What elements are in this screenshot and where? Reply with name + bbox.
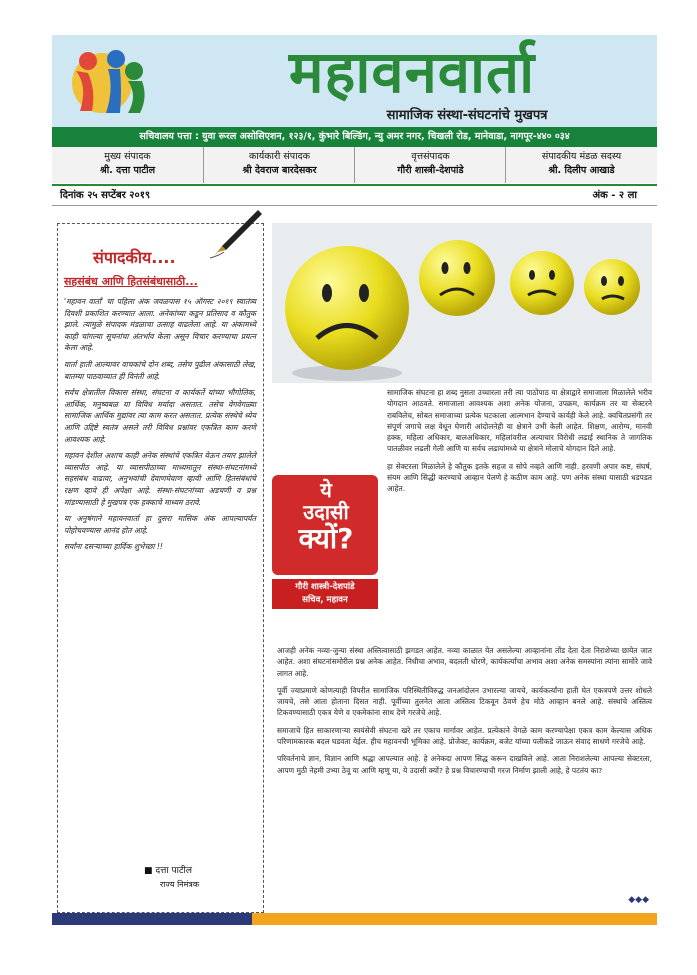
editorial-subheading: सहसंबंध आणि हितसंबंधासाठी... — [64, 275, 198, 288]
newsletter-title: महावनवार्ता — [288, 38, 536, 106]
editorial-paragraph: या अनुषंगाने महावनवार्ता हा दुसरा मासिक अंक आपल्यापर्यंत पोहोचवण्यास आनंद होत आहे. — [64, 514, 256, 535]
signature-role: राज्य निमंत्रक — [160, 880, 199, 889]
feature-title-line: उदासी — [303, 500, 349, 524]
editor-role: कार्यकारी संपादक — [248, 151, 310, 162]
editorial-box — [57, 223, 264, 913]
editor-role: संपादकीय मंडळ सदस्य — [541, 151, 622, 162]
feature-author — [272, 579, 378, 609]
feature-title-line: क्यों? — [298, 522, 354, 555]
editor-news — [354, 147, 506, 183]
end-mark-icon: ◆◆◆ — [628, 895, 649, 905]
editorial-board — [52, 147, 657, 183]
feature-title-line: ये — [320, 478, 332, 502]
editor-name: श्री देवराज बारदेसकर — [242, 165, 317, 176]
article-wide-column — [277, 645, 652, 782]
editor-name: गौरी शास्त्री-देशपांडे — [397, 165, 464, 176]
editorial-paragraph: सर्वांना दसऱ्याच्या हार्दिक शुभेच्छा !! — [64, 542, 163, 552]
article-paragraph: आजही अनेक नव्या-जुन्या संस्था अस्तित्वासाठी झगडत आहेत. नव्या काळात येत असलेल्या आव्हानांना तोंड देता देता निराशेच्या छायेत जात आहेत. अशा संघटनांसमोरील प्रश्न अनेक आहेत. निधीचा अभाव, बदलती धोरणे, कार्यकर्त्यांचा अभाव अशा अनेक समस्यांना त्यांना सामोरे जावे लागत आहे. — [277, 646, 652, 678]
footer-bar — [52, 913, 657, 925]
editor-board-member — [505, 147, 657, 183]
author-role: सचिव, महावन — [302, 595, 348, 605]
editorial-paragraph: महावन देशील अशाच काही अनेक संस्थांचे एकत्रित येऊन तयार झालेले व्यासपीठ आहे. या व्यासपीठाच्या माध्यमातून संस्था-संघटनांमध्ये सहसंबंध वाढावा, अनुभवांची देवाणघेवाण व्हावी आणि हितसंबंधांचे रक्षण व्हावे ही अपेक्षा आहे. संस्था-संघटनांच्या अडचणी व प्रश्न मांडण्यासाठी हे मुखपत्र एक हक्काचे माध्यम ठरावे. — [64, 451, 256, 507]
issue-date: दिनांक २५ सप्टेंबर २०१९ — [60, 190, 151, 201]
emoji-faces-illustration — [272, 223, 652, 383]
editor-role: वृत्तसंपादक — [411, 151, 450, 162]
secretariat-address: सचिवालय पत्ता : युवा रूरल असोसिएशन, १२३/१, कुंभारे बिल्डिंग, न्यु अमर नगर, चिखली रोड, मानेवाडा, नागपूर-४४० ०३४ — [52, 127, 657, 147]
editorial-paragraph: 'महावन वार्ता' चा पहिला अंक जवळपास १५ ऑगस्ट २०१९ स्वातंत्र्य दिवशी प्रकाशित करण्यात आला. अनेकांच्या कडून प्रतिसाद व कौतुक झाले. त्यामुळे संपादक मंडळाचा उत्साह वाढलेला आहे. या अंकामध्ये काही चांगल्या सूचनांचा अंतर्भाव केला असून विचार करण्याचा प्रयत्न केला आहे. — [64, 297, 256, 353]
article-paragraph: हा सेक्टरला मिळालेले हे कौतुक इतके सहज व सोपे नव्हते आणि नाही. हरवणी अपार कष्ट, संघर्ष, संयम आणि सिद्धी करण्याचे आव्हान पेलणे हे कठीण काम आहे. पण अनेक संस्था यासाठी धडपडत आहेत. — [387, 461, 652, 494]
issue-number: अंक - २ ला — [592, 190, 637, 201]
article-paragraph: परिवर्तनाचे ज्ञान, विज्ञान आणि श्रद्धा आपल्यात आहे. हे अनेकदा आपण सिद्ध करून दाखविले आहे. आता निराशलेल्या आपल्या सेक्टरला, आपण मुठी नेहमी उभ्या ठेवू या आणि म्हणू या, ये उदासी क्यों? हे प्रश्न विचारण्याची गरज निर्माण झाली आहे, हे पटतंय का? — [277, 754, 652, 775]
date-bar — [52, 184, 657, 206]
editorial-paragraph: वार्ता हाती आल्यावर वाचकांचे दोन शब्द, तसेच पुढील अंकासाठी लेख, बातम्या पाठवाव्यात ही विनंती आहे. — [64, 359, 256, 381]
newsletter-page — [52, 35, 657, 925]
masthead — [52, 35, 657, 127]
editor-chief — [52, 147, 203, 183]
editorial-body — [64, 296, 256, 558]
mahavan-logo-icon — [58, 41, 176, 121]
editorial-paragraph: सर्वच क्षेत्रातील विकास संस्था, संघटना व कार्यकर्ते यांच्या भौगोलिक, आर्थिक, मनुष्यबळ या विविध मर्यादा असतात. तसेच वेगवेगळ्या सामाजिक आर्थिक मुद्यांवर त्या काम करत असतात. प्रत्येक संस्थेचे ध्येय आणि उद्दिष्टे स्वतंत्र असले तरी विविध प्रश्नांवर एकत्रित काम करणे आवश्यक आहे. — [64, 388, 256, 444]
footer-bar-accent — [52, 913, 252, 925]
fountain-pen-icon — [208, 206, 262, 260]
editor-role: मुख्य संपादक — [104, 151, 151, 162]
article-paragraph: सामाजिक संघटना हा शब्द नुसता उच्चारला तरी त्या पाठोपाठ या क्षेत्राद्वारे समाजाला मिळालेले भरीव योगदान आठवते. समाजाला आवश्यक अशा अनेक योजना, उपक्रम, कार्यक्रम तर या सेक्टरने राबविलेच, सोबत समाजाच्या प्रत्येक घटकाला आत्मभान देण्याचे कार्यही केले आहे. क्वचितप्रसंगी तर संपूर्ण जगाचे लक्ष वेधून घेणारी आंदोलनेही या क्षेत्राने उभी केली आहेत. शिक्षण, आरोग्य, मानवी हक्क, महिला अधिकार, बालअधिकार, महिलांवरील अत्याचार विरोधी लढाई स्थानिक ते जागतिक पातळीवर लढली गेली आणि या सर्वच लढायांमध्ये या क्षेत्राने मोलाचे योगदान दिले आहे. — [387, 388, 652, 454]
editor-executive — [203, 147, 355, 183]
feature-title-box — [272, 387, 382, 642]
article-paragraph: समाजाचे हित साकारणाऱ्या स्वयंसेवी संघटना खरे तर एकाच मार्गावर आहेत. प्रत्येकाने वेगळे काम करण्यापेक्षा एकत्र काम केल्यास अधिक परिणामकारक बदल घडवता येईल. हीच महावनची भूमिका आहे. प्रोजेक्ट, कार्यक्रम, बजेट यांच्या पलीकडे जाऊन संवाद साधणे गरजेचे आहे. — [277, 725, 652, 747]
article-narrow-column — [387, 387, 652, 501]
editorial-heading: संपादकीय.... — [93, 248, 176, 267]
author-name: गौरी शास्त्री-देशपांडे — [295, 582, 355, 592]
editor-name: श्री. दिलीप आखाडे — [548, 165, 615, 176]
signature-name: ■ दत्ता पाटील — [144, 866, 192, 876]
article-paragraph: पूर्वी ज्याप्रमाणे कोणत्याही विपरीत सामाजिक परिस्थितीविरुद्ध जनआंदोलन उभारल्या जायचे, कार्यकर्त्यांना हाती घेत एकत्रपणे उत्तर शोधले जायचे, तसे आता होताना दिसत नाही. पूर्वीच्या तुलनेत आता अस्तित्व टिकवून ठेवणे हेच मोठे आव्हान बनले आहे. संस्थांचे अस्तित्व टिकवण्यासाठी एकत्र येणे व एकमेकांना साथ देणे गरजेचे आहे. — [277, 685, 652, 718]
newsletter-subtitle: सामाजिक संस्था-संघटनांचे मुखपत्र — [386, 108, 548, 123]
editor-name: श्री. दत्ता पाटील — [99, 165, 156, 176]
feature-title — [278, 479, 374, 555]
